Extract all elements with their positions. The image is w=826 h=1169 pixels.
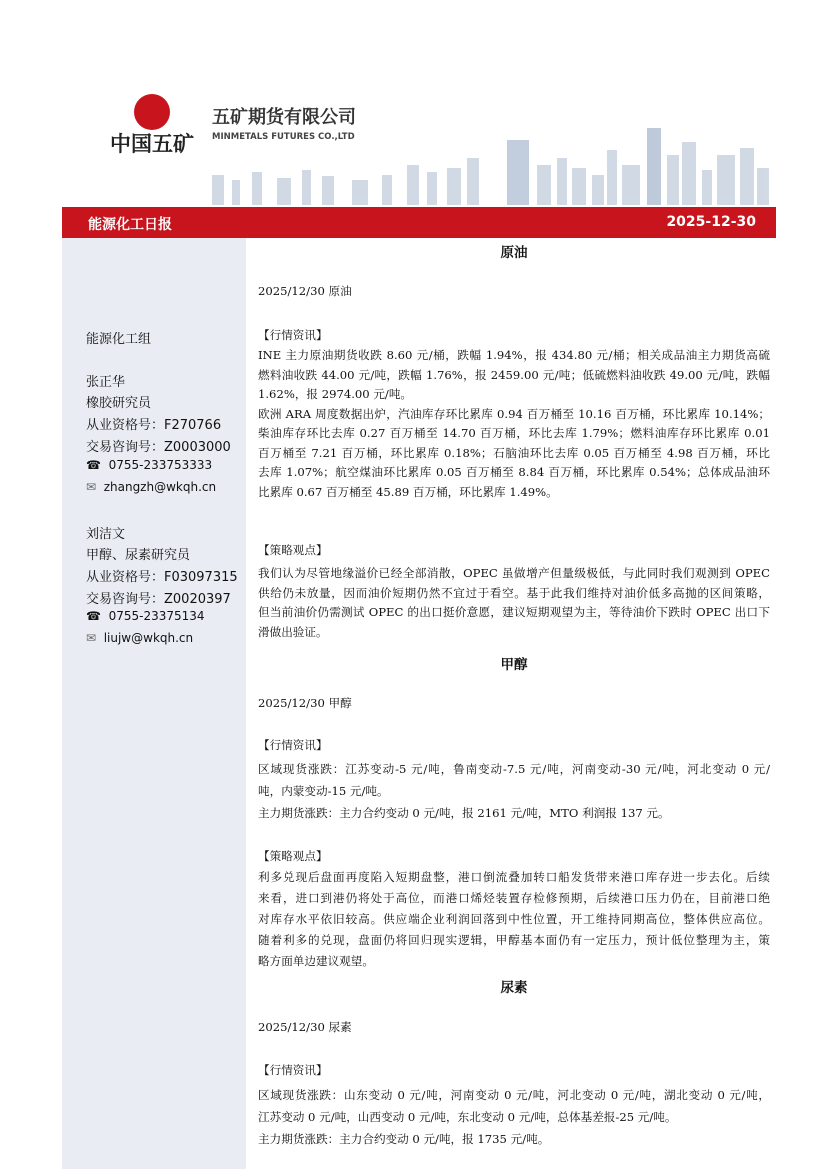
text-line: 柴油库存环比去库 0.27 百万桶至 14.70 百万桶，环比去库 1.79%；燃料油库存环比累库 0.01: [258, 426, 770, 440]
report-header: [62, 80, 776, 207]
analyst-phone: 0755-233753333: [108, 458, 213, 472]
text-line: 略方面单边建议观望。: [258, 954, 374, 968]
report-date: 2025-12-30: [666, 214, 756, 230]
text-line: 去库 1.07%；航空煤油环比累库 0.05 百万桶至 8.84 百万桶，环比累库 0.54%；总体成品油环: [258, 465, 770, 479]
email-icon: ✉: [86, 480, 97, 494]
market-info-label: 【行情资讯】: [258, 1063, 328, 1077]
text-line: 主力期货涨跌：主力合约变动 0 元/吨，报 2161 元/吨，MTO 利润报 137 元。: [258, 806, 670, 820]
text-line: 1.62%，报 2974.00 元/吨。: [258, 387, 413, 401]
strategy-label: 【策略观点】: [258, 543, 328, 557]
text-line: 滑做出验证。: [258, 624, 328, 639]
text-line: 区域现货涨跌：山东变动 0 元/吨，河南变动 0 元/吨，河北变动 0 元/吨，湖北变动 0 元/吨，: [258, 1088, 770, 1102]
text-line: INE 主力原油期货收跌 8.60 元/桶，跌幅 1.94%，报 434.80 元/桶；相关成品油主力期货高硫: [258, 348, 770, 362]
analyst-license: 从业资格号：F270766: [86, 418, 222, 433]
text-line: 我们认为尽管地缘溢价已经全部消散，OPEC 虽做增产但量级极低，与此同时我们观测到 OPEC: [258, 566, 770, 580]
analyst-email[interactable]: liujw@wkqh.cn: [103, 631, 194, 645]
report-title-bar: [62, 207, 776, 238]
strategy-paragraph: [258, 867, 770, 972]
text-line: 供给仍未放量，因而油价短期仍然不宜过于看空。基于此我们维持对油价低多高抛的区间策略，: [258, 585, 770, 600]
market-info-label: 【行情资讯】: [258, 738, 328, 752]
text-line: 但当前油价仍需测试 OPEC 的出口挺价意愿，建议短期观望为主，等待油价下跌时 OPEC 出口下: [258, 605, 770, 619]
analyst-license: 从业资格号：F03097315: [86, 570, 238, 585]
text-line: 百万桶至 7.21 百万桶，环比累库 0.18%；石脑油环比去库 0.05 百万桶至 4.98 百万桶，环比: [258, 445, 770, 460]
section-date-line: 2025/12/30 尿素: [258, 1020, 352, 1034]
section-date-line: 2025/12/30 甲醇: [258, 696, 352, 710]
section-title-crude-oil: 原油: [500, 245, 528, 261]
company-name-en: MINMETALS FUTURES CO.,LTD: [212, 132, 355, 142]
group-logo-text: 中国五矿: [110, 132, 194, 156]
analyst-name: 刘洁文: [86, 527, 126, 542]
text-line: 对库存水平依旧较高。供应端企业利润回落到中性位置，开工维持同期高位，整体供应高位。: [258, 912, 770, 926]
text-line: 吨，内蒙变动-15 元/吨。: [258, 784, 389, 798]
market-info-label: 【行情资讯】: [258, 328, 328, 342]
analyst-consult-id: 交易咨询号：Z0003000: [86, 440, 231, 455]
text-line: 燃料油收跌 44.00 元/吨，跌幅 1.76%，报 2459.00 元/吨；低硫燃料油收跌 49.00 元/吨，跌幅: [258, 367, 770, 382]
analyst-consult-id: 交易咨询号：Z0020397: [86, 592, 231, 607]
market-info-paragraph: [258, 758, 770, 824]
section-title-methanol: 甲醇: [500, 657, 528, 673]
text-line: 江苏变动 0 元/吨，山西变动 0 元/吨，东北变动 0 元/吨，总体基差报-25 元/吨。: [258, 1110, 677, 1124]
company-name-cn: 五矿期货有限公司: [212, 107, 356, 128]
section-title-urea: 尿素: [500, 980, 528, 996]
text-line: 主力期货涨跌：主力合约变动 0 元/吨，报 1735 元/吨。: [258, 1132, 550, 1146]
text-line: 比累库 0.67 百万桶至 45.89 百万桶，环比累库 1.49%。: [258, 484, 558, 499]
phone-icon: ☎: [86, 458, 101, 472]
analyst-email[interactable]: zhangzh@wkqh.cn: [103, 480, 217, 494]
section-date-line: 2025/12/30 原油: [258, 284, 352, 298]
strategy-label: 【策略观点】: [258, 849, 328, 863]
market-info-paragraph: [258, 1084, 770, 1150]
email-icon: ✉: [86, 631, 97, 645]
text-line: 来看，进口到港仍将处于高位，而港口烯烃装置存检修预期，后续港口压力仍在，目前港口绝: [258, 891, 770, 905]
analyst-name: 张正华: [86, 375, 126, 390]
china-minmetals-logo: [134, 94, 170, 130]
text-line: 随着利多的兑现，盘面仍将回归现实逻辑，甲醇基本面仍有一定压力，预计低位整理为主，策: [258, 933, 770, 947]
team-name: 能源化工组: [86, 332, 152, 347]
text-line: 区域现货涨跌：江苏变动-5 元/吨，鲁南变动-7.5 元/吨，河南变动-30 元/吨，河北变动 0 元/: [258, 762, 770, 776]
phone-icon: ☎: [86, 609, 101, 623]
market-info-paragraph: [258, 346, 770, 502]
analyst-role: 甲醇、尿素研究员: [86, 548, 191, 563]
analyst-role: 橡胶研究员: [86, 396, 152, 411]
report-title: 能源化工日报: [88, 217, 172, 233]
analyst-phone: 0755-23375134: [108, 609, 205, 623]
text-line: 利多兑现后盘面再度陷入短期盘整，港口倒流叠加转口船发货带来港口库存进一步去化。后续: [258, 870, 770, 884]
strategy-paragraph: [258, 564, 770, 642]
text-line: 欧洲 ARA 周度数据出炉，汽油库存环比累库 0.94 百万桶至 10.16 百万桶，环比累库 10.14%；: [258, 406, 770, 421]
